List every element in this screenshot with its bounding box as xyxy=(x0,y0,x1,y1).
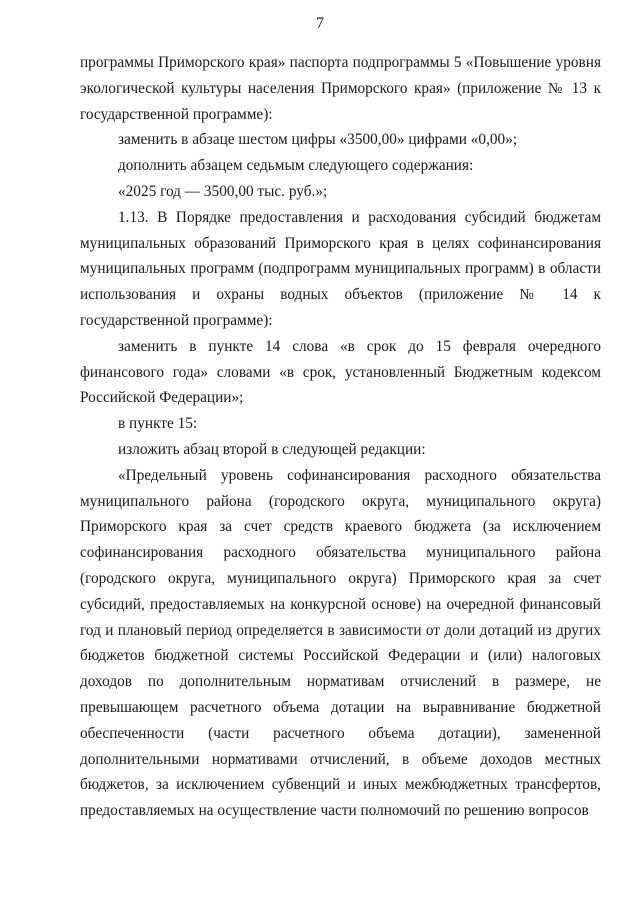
paragraph-add-seventh-abzac: дополнить абзацем седьмым следующего содержания: xyxy=(118,157,474,175)
paragraph-restate-abzac-two: изложить абзац второй в следующей редакции: xyxy=(118,440,426,458)
document-body xyxy=(80,50,601,824)
paragraph-item-1-13: 1.13. В Порядке предоставления и расходования субсидий бюджетам муниципальных образований Приморского края в целях софинансирования муниципальных программ (подпрограмм муниципальных программ) в области использования и охраны водных объектов (приложение № 14 к государственной программе): xyxy=(80,208,601,329)
paragraph-cofinancing-limit: «Предельный уровень софинансирования расходного обязательства муниципального района (городского округа, муниципального округа) Приморского края за счет средств краевого бюджета (за исключением софинансирования расходного обязательства муниципального района (городского округа, муниципального округа) Приморского края за счет субсидий, предоставляемых на конкурсной основе) на очередной финансовый год и плановый период определяется в зависимости от доли дотаций из других бюджетов бюджетной системы Российской Федерации и (или) налоговых доходов по дополнительным нормативам отчислений в размере, не превышающем расчетного объема дотации на выравнивание бюджетной обеспеченности (части расчетного объема дотации), замененной дополнительными нормативами отчислений, в объеме доходов местных бюджетов, за исключением субвенций и иных межбюджетных трансфертов, предоставляемых на осуществление части полномочий по решению вопросов xyxy=(80,466,601,820)
paragraph-point-15: в пункте 15: xyxy=(118,415,198,433)
paragraph-replace-figures: заменить в абзаце шестом цифры «3500,00» цифрами «0,00»; xyxy=(118,131,518,149)
page-number: 7 xyxy=(316,15,324,32)
paragraph-replace-point-14: заменить в пункте 14 слова «в срок до 15 февраля очередного финансового года» словами «в срок, установленный Бюджетным кодексом Российской Федерации»; xyxy=(80,337,601,407)
paragraph-passport-subprogram-5: программы Приморского края» паспорта подпрограммы 5 «Повышение уровня экологической культуры населения Приморского края» (приложение № 13 к государственной программе): xyxy=(80,54,601,123)
paragraph-2025-amount: «2025 год — 3500,00 тыс. руб.»; xyxy=(118,182,328,200)
